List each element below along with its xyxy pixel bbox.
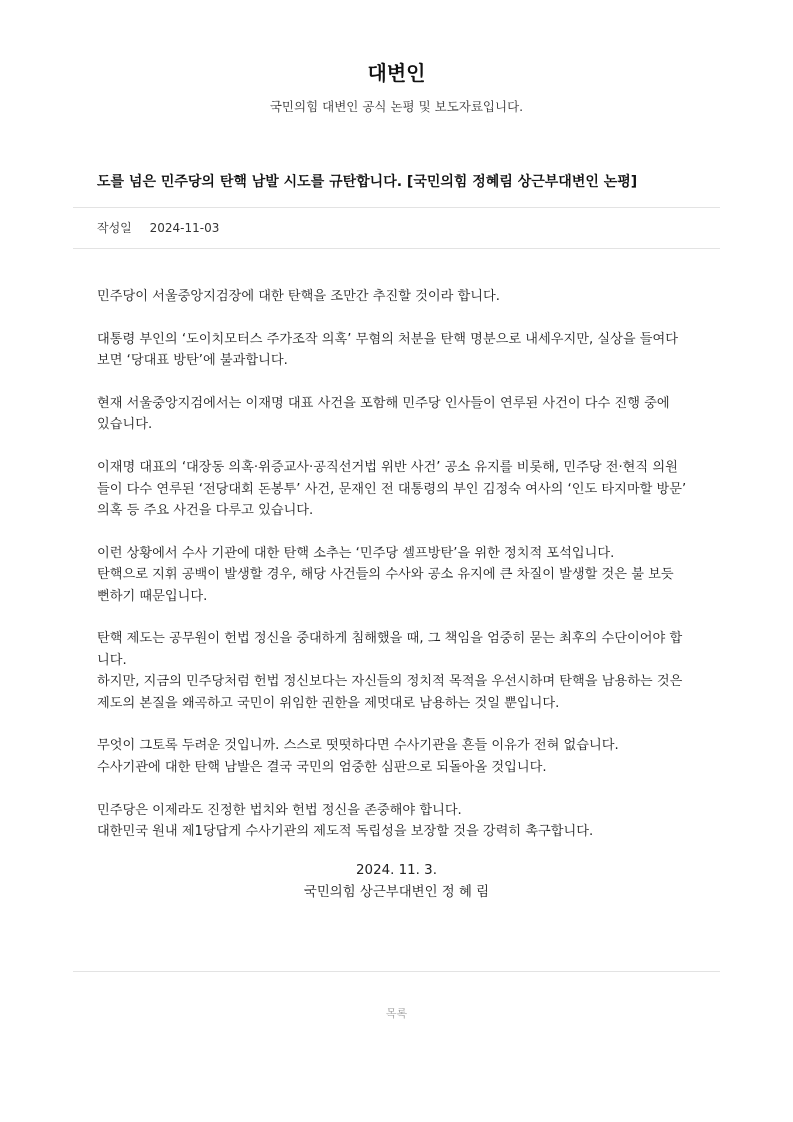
signature-date: 2024. 11. 3.	[356, 863, 437, 878]
paragraph: 이재명 대표의 ‘대장동 의혹·위증교사·공직선거법 위반 사건’ 공소 유지를 비롯해, 민주당 전·현직 의원 들이 다수 연루된 ‘전당대회 돈봉투’ 사건, 문재인 전 대통령의 부인 김정숙 여사의 ‘인도 타지마할 방문’ 의혹 등 주요 사건을 다루고 있습니다.	[97, 460, 687, 519]
post-date: 2024-11-03	[149, 221, 220, 235]
paragraph: 이런 상황에서 수사 기관에 대한 탄핵 소추는 ‘민주당 셀프방탄’을 위한 정치적 포석입니다. 탄핵으로 지휘 공백이 발생할 경우, 해당 사건들의 수사와 공소 유지에 큰 차질이 발생할 것은 불 보듯 뻔하기 때문입니다.	[97, 545, 674, 604]
paragraph: 대통령 부인의 ‘도이치모터스 주가조작 의혹’ 무혐의 처분을 탄핵 명분으로 내세우지만, 실상을 들여다 보면 ‘당대표 방탄’에 불과합니다.	[97, 331, 678, 369]
paragraph: 민주당이 서울중앙지검장에 대한 탄핵을 조만간 추진할 것이라 합니다.	[97, 289, 500, 304]
title-divider	[73, 207, 720, 208]
date-label: 작성일	[97, 221, 132, 235]
paragraph: 탄핵 제도는 공무원이 헌법 정신을 중대하게 침해했을 때, 그 책임을 엄중히 묻는 최후의 수단이어야 합 니다. 하지만, 지금의 민주당처럼 헌법 정신보다는 자신들의 정치적 목적을 우선시하며 탄핵을 남용하는 것은 제도의 본질을 왜곡하고 국민이 위임한 권한을 제멋대로 남용하는 것일 뿐입니다.	[97, 631, 683, 711]
paragraph: 현재 서울중앙지검에서는 이재명 대표 사건을 포함해 민주당 인사들이 연루된 사건이 다수 진행 중에 있습니다.	[97, 396, 670, 433]
footer-divider	[73, 971, 720, 972]
signature-block	[0, 860, 793, 903]
paragraph: 민주당은 이제라도 진정한 법치와 헌법 정신을 존중해야 합니다. 대한민국 원내 제1당답게 수사기관의 제도적 독립성을 보장할 것을 강력히 촉구합니다.	[97, 802, 594, 840]
signature-name: 국민의힘 상근부대변인 정 혜 림	[303, 884, 490, 900]
site-title: 대변인	[367, 61, 426, 85]
site-subtitle: 국민의힘 대변인 공식 논평 및 보도자료입니다.	[269, 99, 524, 114]
meta-divider	[73, 248, 720, 249]
post-body	[97, 286, 697, 864]
post-title: 도를 넘은 민주당의 탄핵 남발 시도를 규탄합니다. [국민의힘 정혜림 상근부대변인 논평]	[97, 174, 638, 190]
post-meta	[97, 219, 219, 236]
list-button[interactable]: 목록	[385, 1007, 408, 1020]
paragraph: 무엇이 그토록 두려운 것입니까. 스스로 떳떳하다면 수사기관을 흔들 이유가 전혀 없습니다. 수사기관에 대한 탄핵 남발은 결국 국민의 엄중한 심판으로 되돌아올 것입니다.	[97, 738, 619, 775]
